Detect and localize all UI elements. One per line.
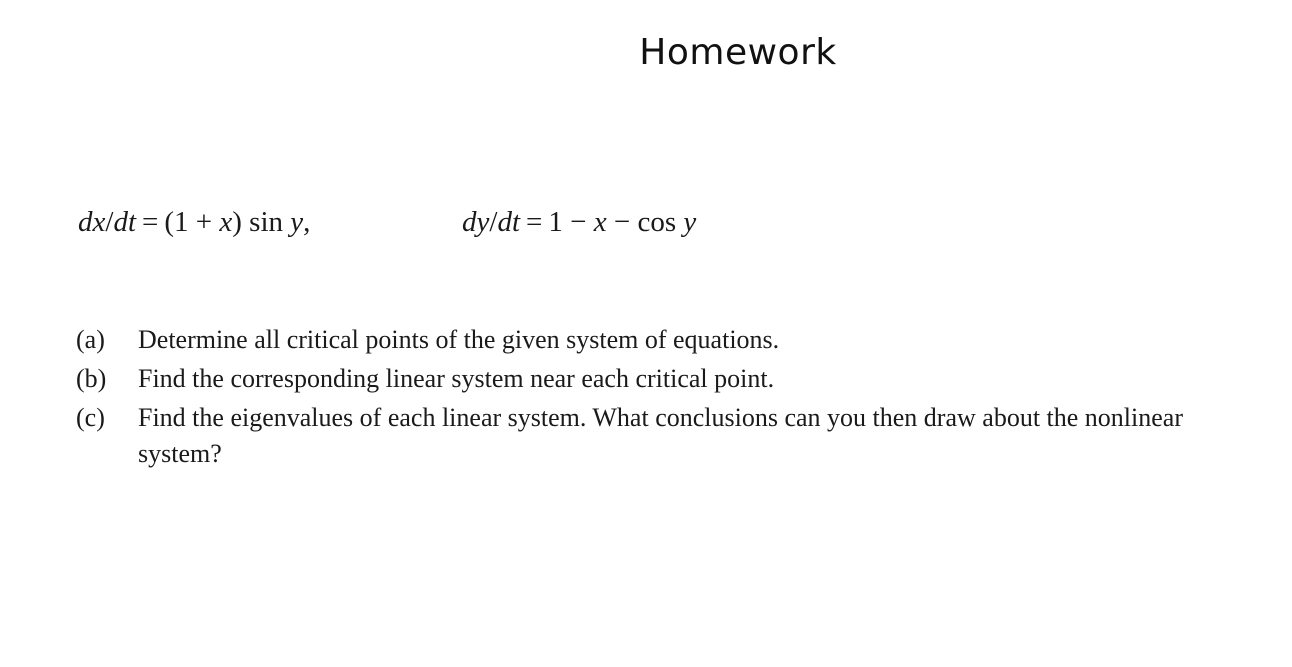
eq1-slash: / [105,206,114,238]
question-part-b [76,361,1226,397]
part-label: (c) [76,403,105,432]
question-part-c [76,400,1226,472]
eq1-rhs-arg: y [290,206,304,238]
eq1-rhs-close: ) sin [232,206,291,238]
eq1-equals: = [142,206,159,238]
eq2-lhs-num: dy [462,206,490,238]
eq1-lhs-den: dt [113,206,136,238]
eq1-rhs-open: (1 + [164,206,220,238]
eq2-rhs-mid: − cos [606,206,684,238]
page-title: Homework [639,32,837,73]
eq2-lhs-den: dt [497,206,520,238]
part-text: Find the eigenvalues of each linear system. What conclusions can you then draw about the nonlinear system? [138,403,1183,468]
question-parts-list [76,322,1226,475]
eq2-rhs-var: x [593,206,607,238]
equation-dx-dt [78,206,310,239]
eq1-rhs-var: x [219,206,233,238]
eq2-equals: = [526,206,543,238]
eq2-slash: / [489,206,498,238]
eq2-rhs-one: 1 − [548,206,594,238]
question-part-a [76,322,1226,358]
part-label: (a) [76,325,105,354]
eq1-lhs-num: dx [78,206,106,238]
eq1-trail: , [303,206,311,238]
part-text: Determine all critical points of the given system of equations. [138,325,780,354]
eq2-rhs-arg: y [683,206,697,238]
part-label: (b) [76,364,107,393]
part-text: Find the corresponding linear system near each critical point. [138,364,775,393]
equation-dy-dt [462,206,696,239]
